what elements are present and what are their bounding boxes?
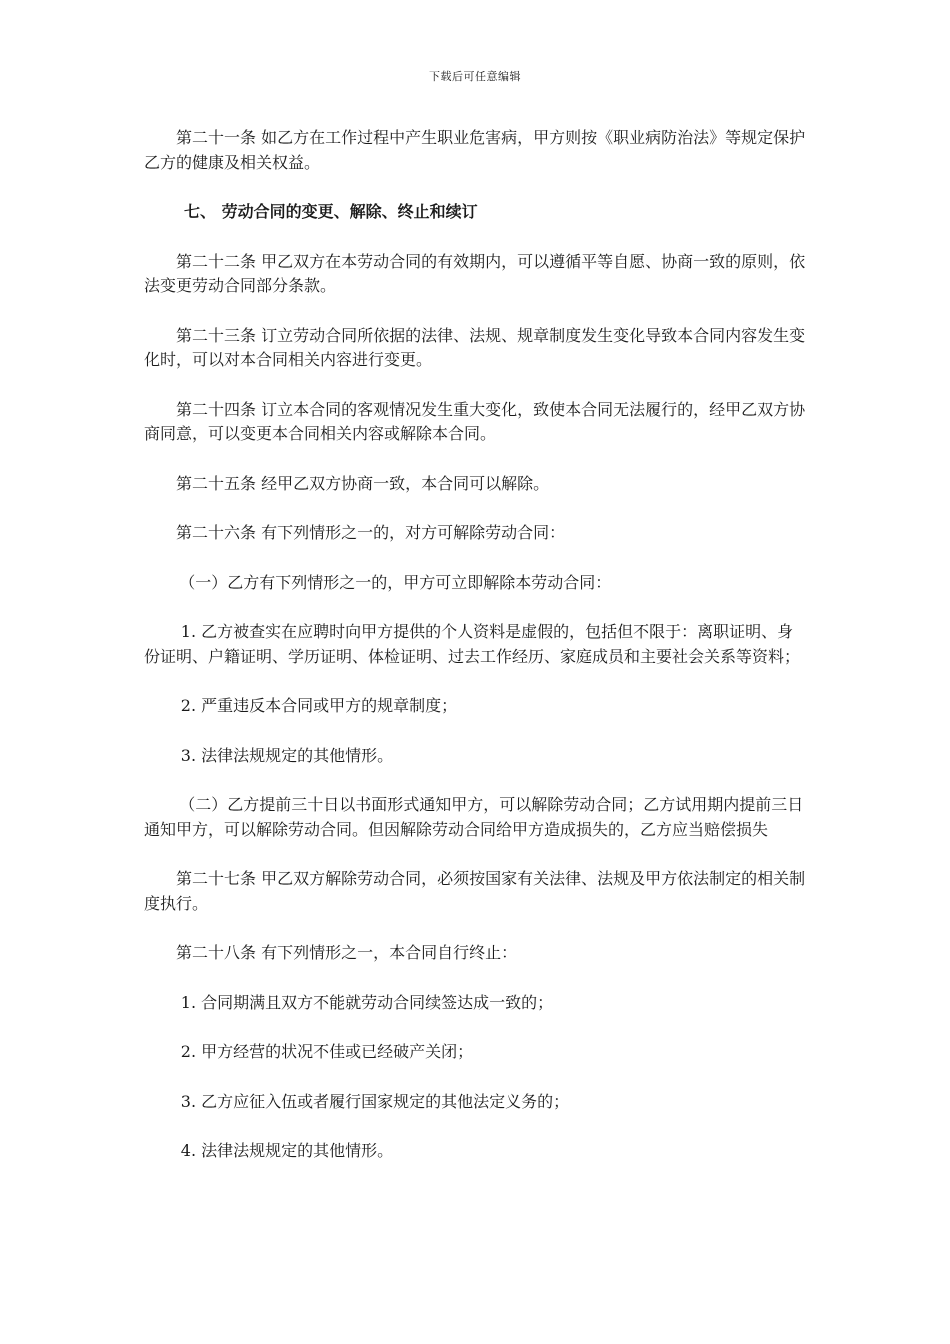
article-26-clause-1-item-3: 3. 法律法规规定的其他情形。 <box>180 745 394 765</box>
article-26-clause-1: （一）乙方有下列情形之一的，甲方可立即解除本劳动合同： <box>179 572 612 592</box>
article-28-item-1: 1. 合同期满且双方不能就劳动合同续签达成一致的； <box>180 992 554 1012</box>
article-26-clause-1-item-2: 2. 严重违反本合同或甲方的规章制度； <box>180 696 458 715</box>
article-28-item-3: 3. 乙方应征入伍或者履行国家规定的其他法定义务的； <box>180 1091 570 1111</box>
article-24: 第二十四条 订立本合同的客观情况发生重大变化，致使本合同无法履行的，经甲乙双方协商同意，可以变更本合同相关内容或解除本合同。 <box>144 399 806 443</box>
article-28-item-2: 2. 甲方经营的状况不佳或已经破产关闭； <box>180 1042 474 1061</box>
article-25: 第二十五条 经甲乙双方协商一致，本合同可以解除。 <box>176 473 550 493</box>
article-22: 第二十二条 甲乙双方在本劳动合同的有效期内，可以遵循平等自愿、协商一致的原则，依法变更劳动合同部分条款。 <box>144 251 806 295</box>
page-header: 下载后可任意编辑 <box>429 70 521 83</box>
section-heading-7: 七、 劳动合同的变更、解除、终止和续订 <box>184 202 478 221</box>
article-28: 第二十八条 有下列情形之一，本合同自行终止： <box>176 943 518 962</box>
article-26-clause-2: （二）乙方提前三十日以书面形式通知甲方，可以解除劳动合同；乙方试用期内提前三日通知甲方，可以解除劳动合同。但因解除劳动合同给甲方造成损失的，乙方应当赔偿损失 <box>144 795 804 839</box>
document-body <box>144 126 806 1164</box>
article-21: 第二十一条 如乙方在工作过程中产生职业危害病，甲方则按《职业病防治法》等规定保护乙方的健康及相关权益。 <box>144 128 806 172</box>
article-28-item-4: 4. 法律法规规定的其他情形。 <box>180 1141 394 1160</box>
article-26-clause-1-item-1: 1. 乙方被查实在应聘时向甲方提供的个人资料是虚假的，包括但不限于：离职证明、身份证明、户籍证明、学历证明、体检证明、过去工作经历、家庭成员和主要社会关系等资料； <box>144 622 801 666</box>
article-26: 第二十六条 有下列情形之一的，对方可解除劳动合同： <box>176 523 566 542</box>
article-27: 第二十七条 甲乙双方解除劳动合同，必须按国家有关法律、法规及甲方依法制定的相关制度执行。 <box>144 869 806 913</box>
article-23: 第二十三条 订立劳动合同所依据的法律、法规、规章制度发生变化导致本合同内容发生变化时，可以对本合同相关内容进行变更。 <box>144 325 806 369</box>
